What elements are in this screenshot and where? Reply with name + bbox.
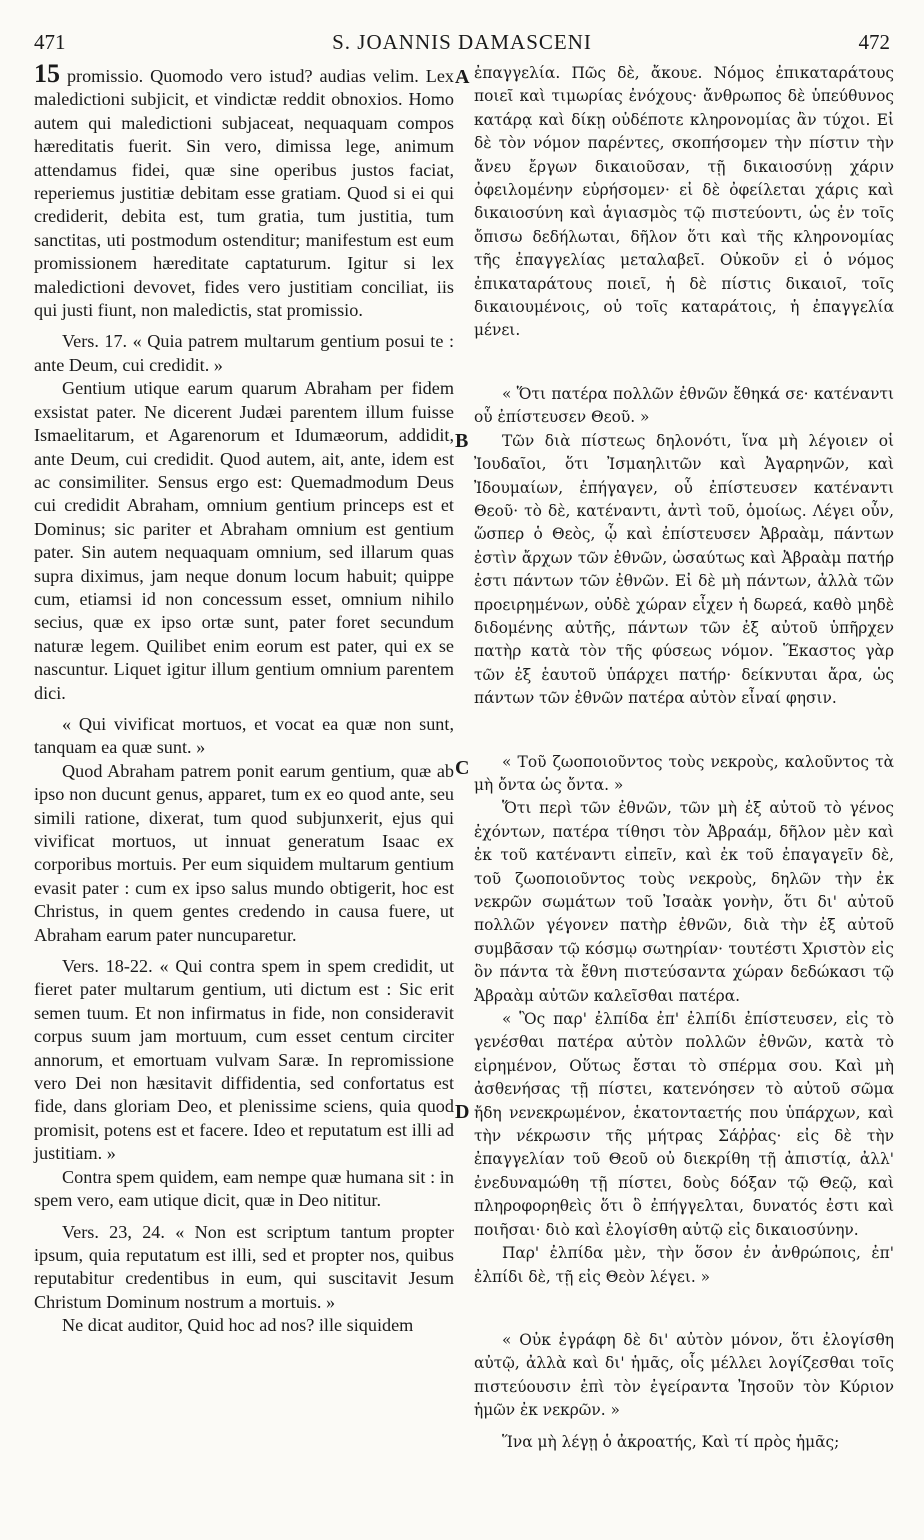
verse-17b: « Qui vivificat mortuos, et vocat ea quæ non sunt, tanquam ea quæ sunt. » xyxy=(34,713,454,758)
section-number: 15 xyxy=(34,59,60,88)
greek-paragraph: Ὅτι περὶ τῶν ἐθνῶν, τῶν μὴ ἐξ αὐτοῦ τὸ γένος ἐχόντων, πατέρα τίθησι τὸν Ἀβραάμ, δῆλον μὲν καὶ ἐκ τοῦ κατέναντι εἰπεῖν, καὶ ἐκ τοῦ ἐπαγαγεῖν δὲ, τοῦ ζωοποιοῦντος τοὺς νεκροὺς, δηλῶν τὴν ἐκ νεκρῶν σωμάτων τοῦ Ἰσαὰκ γονὴν, ὅτι δι' αὐτοῦ πολλῶν γέγονεν πατὴρ ἐθνῶν, διὰ τὴν ἐξ αὐτοῦ συμβᾶσαν τῷ κόσμῳ σωτηρίαν· τουτέστι Χριστὸν εἰς ὃν πάντα τὰ ἔθνη πιστεύσαντα χώραν δεδώκασι τῷ Ἀβραὰμ αὐτῶν καλεῖσθαι πατέρα. xyxy=(474,799,894,1005)
verse-17: Vers. 17. « Quia patrem multarum gentium posui te : ante Deum, cui credidit. » xyxy=(34,331,454,375)
page-number-right: 472 xyxy=(858,30,890,54)
page-number-left: 471 xyxy=(34,30,66,54)
latin-column xyxy=(34,59,455,1338)
verse-18-22: Vers. 18-22. « Qui contra spem in spem credidit, ut fieret pater multarum gentium, uti dictum est : Sic erit semen tuum. Et non infirmatus in fide, non consideravit corpus suum jam mortuum, cum esset centum circiter annorum, et emortuam vulvam Saræ. In repromissione vero Dei non hæsitavit diffidentia, sed confortatus est fide, dans gloriam Deo, et plenissime sciens, quia quod promisit, potens est et facere. Ideo et reputatum est illi ad justitiam. » xyxy=(34,956,454,1164)
greek-paragraph: Παρ' ἐλπίδα μὲν, τὴν ὅσον ἐν ἀνθρώποις, ἐπ' ἐλπίδι δὲ, τῇ εἰς Θεὸν λέγει. » xyxy=(474,1244,894,1286)
margin-letter-a: A xyxy=(455,66,470,88)
greek-verse: « Ὃς παρ' ἐλπίδα ἐπ' ἐλπίδι ἐπίστευσεν, εἰς τὸ γενέσθαι πατέρα αὐτὸν πολλῶν ἐθνῶν, κατὰ τὸ εἰρημένον, Οὕτως ἔσται τὸ σπέρμα σου. Καὶ μὴ ἀσθενήσας τῇ πίστει, κατενόησεν τὸ αὐτοῦ σῶμα ἤδη νενεκρωμένον, ἑκατονταετής που ὑπάρχων, καὶ τὴν νέκρωσιν τῆς μήτρας Σάῤῥας· εἰς δὲ τὴν ἐπαγγελίαν τοῦ Θεοῦ οὐ διεκρίθη τῇ ἀπιστίᾳ, ἀλλ' ἐνεδυναμώθη τῇ πίστει, δοὺς δόξαν τῷ Θεῷ, καὶ πληροφορηθεὶς ὅτι ὃ ἐπήγγελται, δυνατός ἐστι καὶ ποιῆσαι· διὸ καὶ ἐλογίσθη αὐτῷ εἰς δικαιοσύνην. xyxy=(474,1010,894,1239)
margin-letter-d: D xyxy=(455,1101,470,1123)
margin-letter-b: B xyxy=(455,430,469,452)
greek-verse: « Ὅτι πατέρα πολλῶν ἐθνῶν ἔθηκά σε· κατέναντι οὗ ἐπίστευσεν Θεοῦ. » xyxy=(474,384,894,427)
greek-paragraph: ἐπαγγελία. Πῶς δὲ, ἄκουε. Νόμος ἐπικαταράτους ποιεῖ καὶ τιμωρίας ἐνόχους· ἄνθρωπος δὲ ὑπεύθυνος κατάρᾳ καὶ δίκῃ οὐδέποτε κληρονομίας ἂν τύχοι. Εἰ δὲ τὸν νόμον παρέντες, σκοπήσομεν τὴν πίστιν τὴν ἄνευ ἔργων δικαιοῦσαν, τῇ δικαιοσύνῃ χάριν ὀφειλομένην εὑρήσομεν· εἰ δὲ ὀφείλεται χάρις καὶ δικαιοσύνη καὶ ἁγιασμὸς τῷ πιστεύοντι, ὡς ἐν τοῖς ὄπισω δεδήλωται, δῆλον ὅτι καὶ τῆς κληρονομίας τῆς ἐπαγγελίας μεταλαβεῖ. Οὐκοῦν εἰ ὁ νόμος ἐπικαταράτους ποιεῖ, ἡ δὲ πίστις δικαιοῖ, τοῖς δικαιουμένοις, οὐ τοῖς καταράτοις, ἡ ἐπαγγελία μένει. xyxy=(474,64,894,340)
greek-paragraph: Τῶν διὰ πίστεως δηλονότι, ἵνα μὴ λέγοιεν οἱ Ἰουδαῖοι, ὅτι Ἰσμαηλιτῶν καὶ Ἀγαρηνῶν, καὶ Ἰδουμαίων, ἐπήγαγεν, οὗ ἐπίστευσεν κατέναντι Θεοῦ· τὸ δὲ, κατέναντι, ἀντὶ τοῦ, ὁμοίως. Λέγει οὖν, ὥσπερ ὁ Θεὸς, ᾧ καὶ ἐπίστευσεν Ἀβραὰμ, πάντων ἐστὶν ἄρχων τῶν ἐθνῶν, ὡσαύτως καὶ Ἀβραὰμ πατήρ ἐστι πάντων τῶν ἐθνῶν. Εἰ δὲ μὴ πάντων, ἀλλὰ τῶν προειρημένων, οὐδὲ χώραν εἶχεν ἡ δωρεά, καθὸ μηδὲ διδομένης αὐτῆς, πάντων τῶν ἐξ αὐτοῦ ὑπῆρχεν πατὴρ κατὰ τὸν τῆς φύσεως νόμον. Ἕκαστος γὰρ τῶν ἐξ ἑαυτοῦ ὑπάρχει πατήρ· δείκνυται ἄρα, ὡς πάντων τῶν ἐθνῶν πατέρα αὐτὸν εἶναί φησιν. xyxy=(474,431,894,708)
greek-paragraph: Ἵνα μὴ λέγῃ ὁ ἀκροατής, Καὶ τί πρὸς ἡμᾶς; xyxy=(502,1432,840,1451)
latin-paragraph: Ne dicat auditor, Quid hoc ad nos? ille siquidem xyxy=(62,1315,414,1336)
greek-verse: « Τοῦ ζωοποιοῦντος τοὺς νεκροὺς, καλοῦντος τὰ μὴ ὄντα ὡς ὄντα. » xyxy=(474,752,894,794)
greek-column xyxy=(474,62,894,1454)
latin-paragraph: Quod Abraham patrem ponit earum gentium, quæ ab ipso non ducunt genus, apparet, tum ex eo quod ante, seu simili ratione, dixerat, tum quod subjunxerit, ejus qui vivificat mortuos, ut innuat generatum Isaac ex corporibus mortuis. Per eum siquidem multarum gentium evasit pater : cum ex ipso salus mundo obtigerit, hoc est Christus, in quem gentes credendo in causa fuere, ut Abraham earum pater nuncuparetur. xyxy=(34,760,454,945)
latin-paragraph: Contra spem quidem, eam nempe quæ humana sit : in spem vero, eam utique dicit, quæ in Deo nititur. xyxy=(34,1166,454,1211)
latin-paragraph: 15 promissio. Quomodo vero istud? audias velim. Lex maledictioni subjicit, et vindictæ reddit obnoxios. Homo autem qui maledictioni subjaceat, nequaquam compos hæreditatis fuerit. Sin vero, dimissa lege, animum attendamus fidei, quæ sine operibus justos faciat, reperiemus justitiæ debitam esse gratiam. Quod si ei qui crediderit, debita est, tum gratia, tum justitia, tum sanctitas, uti postmodum ostenditur; manifestum est eum promissionem hæreditate captaturum. Igitur si lex maledictioni devovet, fides vero justitiam conciliat, iis qui justi fiunt, non maledictis, stat promissio. xyxy=(34,59,455,321)
verse-23-24: Vers. 23, 24. « Non est scriptum tantum propter ipsum, quia reputatum est illi, sed et propter nos, quibus reputabitur credentibus in eum, qui suscitavit Jesum Christum Dominum nostrum a mortuis. » xyxy=(34,1221,454,1312)
latin-paragraph: Gentium utique earum quarum Abraham per fidem exsistat pater. Ne dicerent Judæi parentem illum fuisse Ismaelitarum, et Agarenorum et Idumæorum, addidit, ante Deum, cui credidit. Quod autem, ait, ante, idem est ac consimiliter. Sensus ergo est: Quemadmodum Deus cui credidit Abraham, omnium gentium princeps est et Dominus; sic pariter et Abraham omnium est gentium pater. Sin autem nequaquam omnium, sed illarum quas supra diximus, jam neque donum locum habuit; quippe cum, etiamsi id non concessum esset, omnium nihilo secius, quæ ex ipso ortæ sunt, pater foret secundum naturæ legem. Quilibet enim eorum est pater, qui ex se nascuntur. Liquet igitur illum gentium omnium parentem dici. xyxy=(34,378,454,703)
greek-verse: « Οὐκ ἐγράφη δὲ δι' αὐτὸν μόνον, ὅτι ἐλογίσθη αὐτῷ, ἀλλὰ καὶ δι' ἡμᾶς, οἷς μέλλει λογίζεσθαι τοῖς πιστεύουσιν ἐπὶ τὸν ἐγείραντα Ἰησοῦν τὸν Κύριον ἡμῶν ἐκ νεκρῶν. » xyxy=(474,1330,894,1420)
running-header xyxy=(34,30,890,58)
running-title: S. JOANNIS DAMASCENI xyxy=(332,30,592,54)
margin-letter-c: C xyxy=(455,757,470,779)
